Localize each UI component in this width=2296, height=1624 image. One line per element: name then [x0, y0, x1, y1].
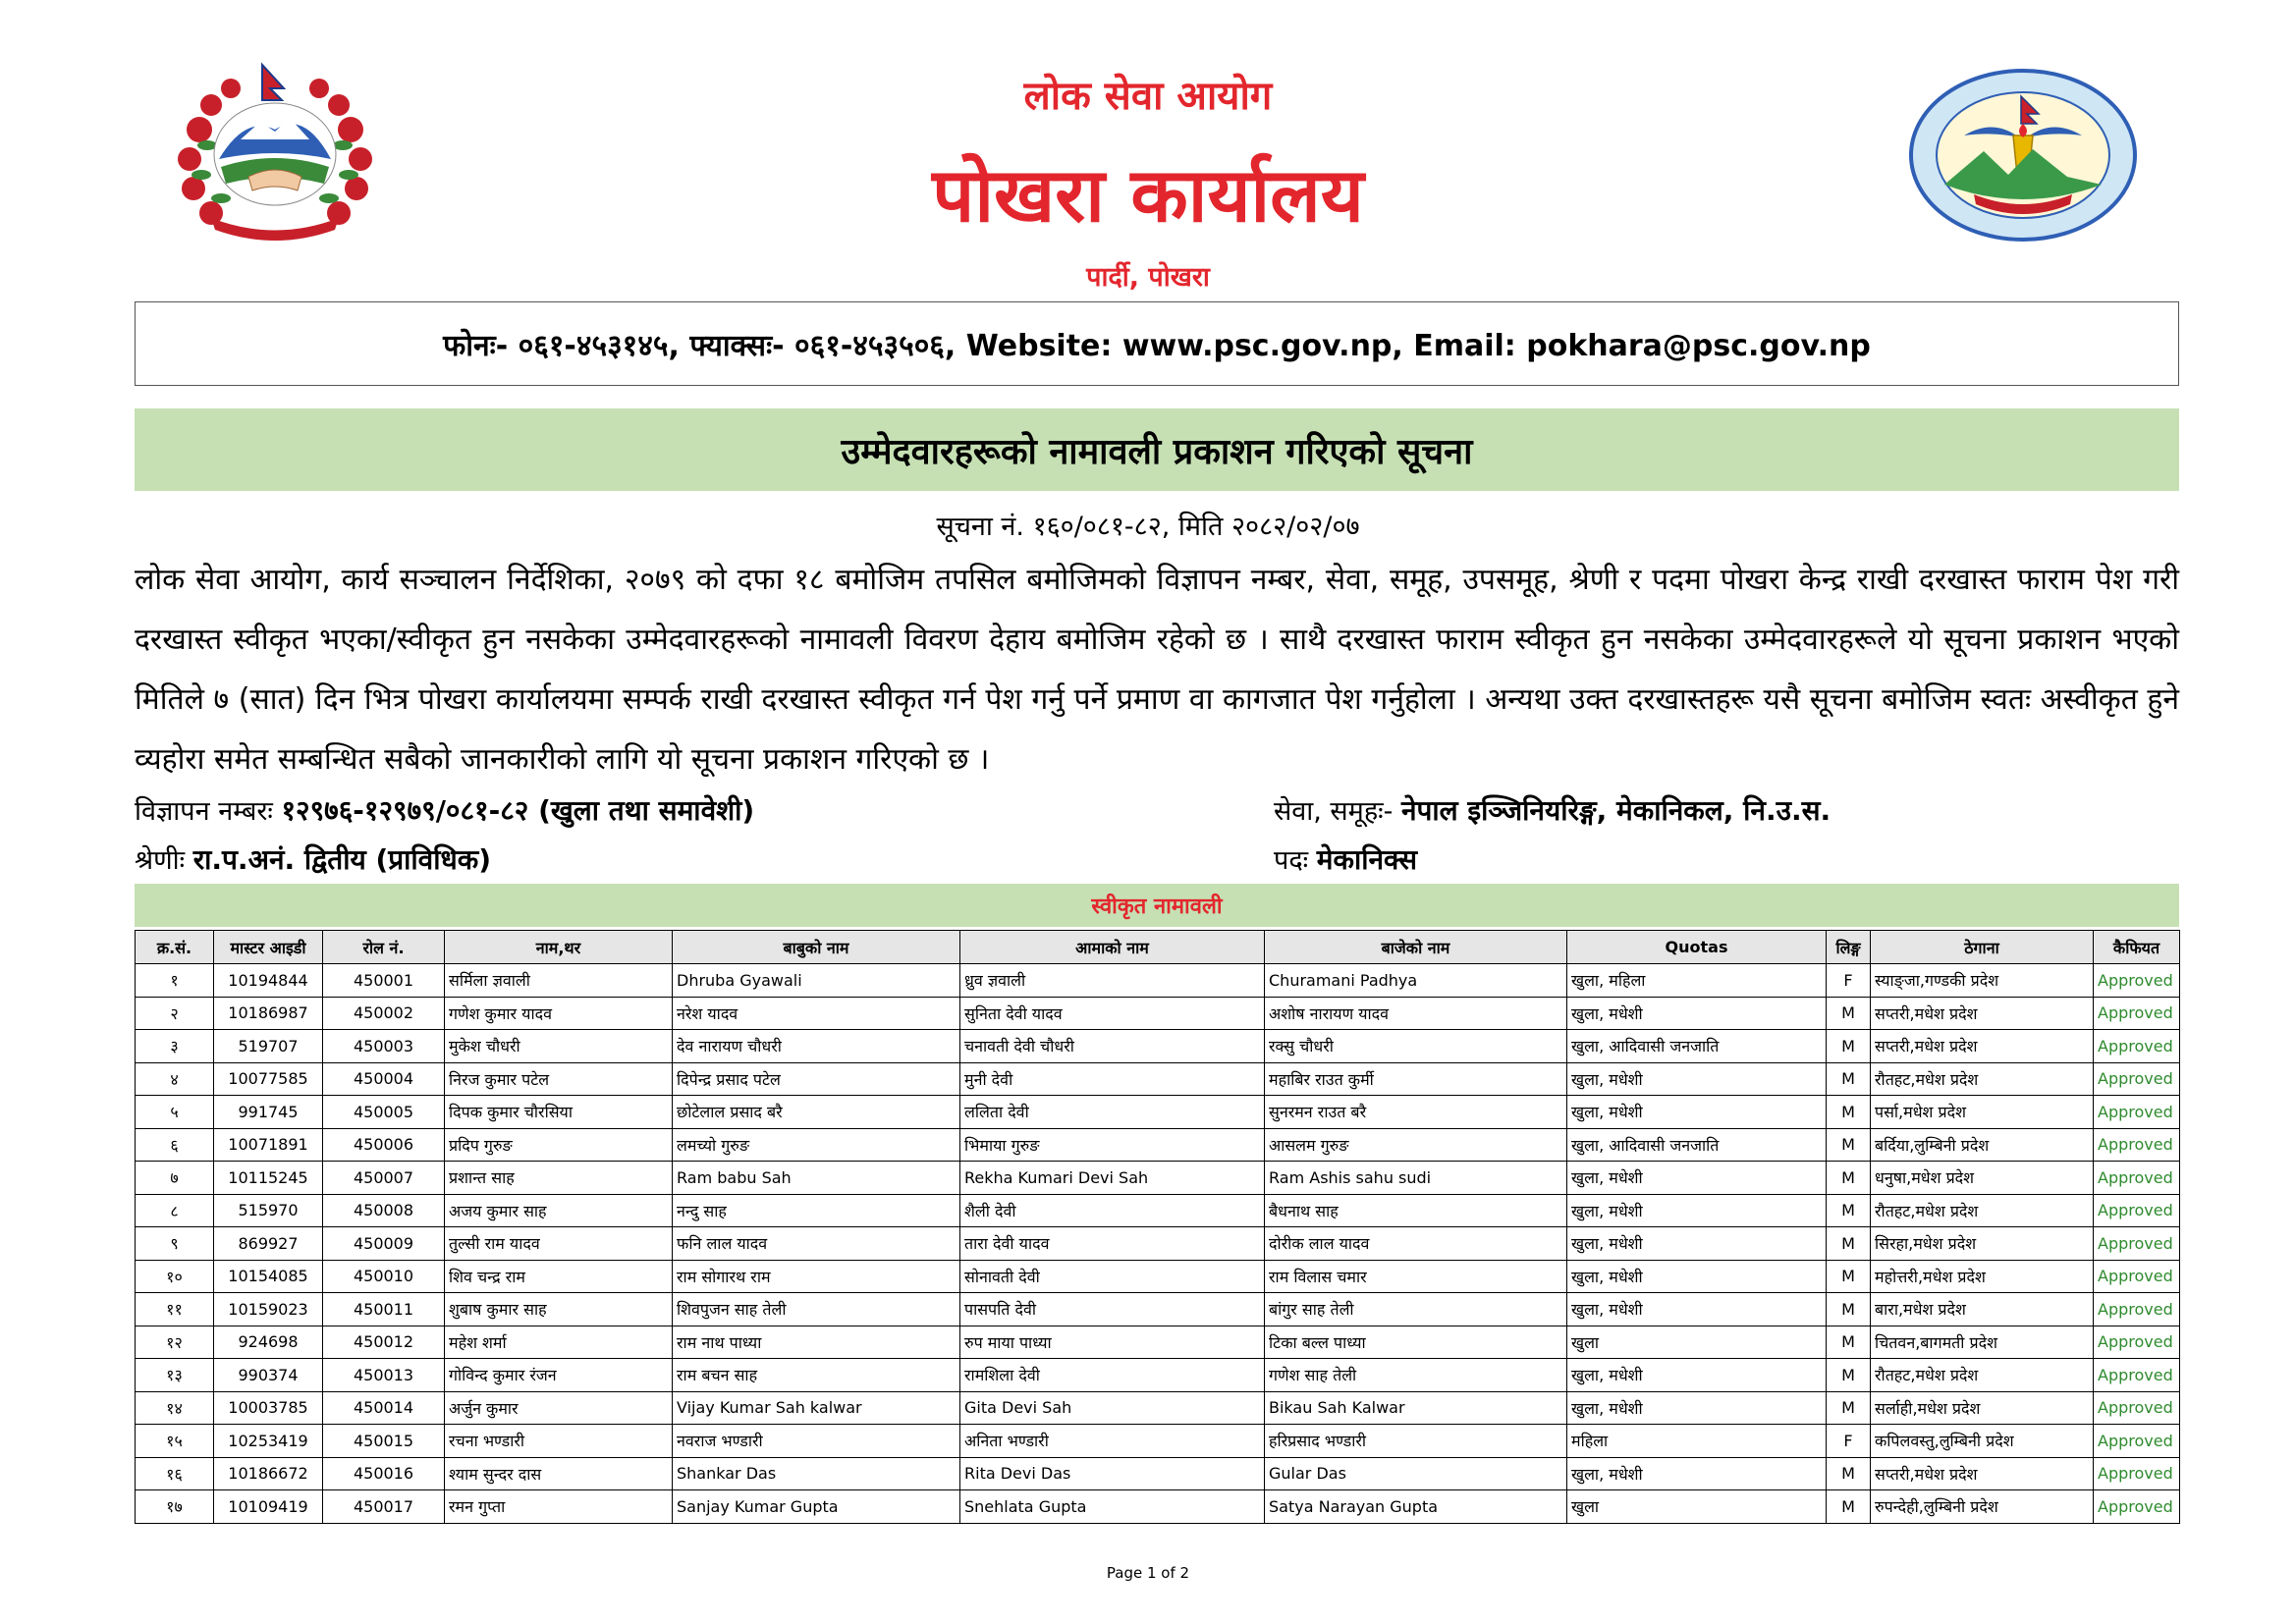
cell-mother: ललिता देवी	[960, 1096, 1265, 1129]
notice-number: सूचना नं. १६०/०८१-८२, मिति २०८२/०२/०७	[936, 512, 1360, 542]
cell-serial: १६	[136, 1457, 214, 1490]
cell-quota: खुला, मधेशी	[1567, 1096, 1827, 1129]
table-row	[136, 1326, 2180, 1359]
cell-address: रौतहट,मधेश प्रदेश	[1871, 1062, 2094, 1096]
cell-grandfather: Bikau Sah Kalwar	[1265, 1391, 1567, 1425]
cell-grandfather: बांगुर साह तेली	[1265, 1293, 1567, 1326]
candidate-table	[135, 930, 2180, 1524]
cell-master-id: 10109419	[214, 1490, 323, 1524]
cell-mother: Rita Devi Das	[960, 1457, 1265, 1490]
cell-master-id: 10194844	[214, 964, 323, 998]
cell-name: दिपक कुमार चौरसिया	[445, 1096, 673, 1129]
cell-roll-no: 450007	[323, 1162, 445, 1195]
cell-mother: रामशिला देवी	[960, 1359, 1265, 1392]
cell-serial: १०	[136, 1260, 214, 1293]
cell-name: गोविन्द कुमार रंजन	[445, 1359, 673, 1392]
cell-master-id: 10115245	[214, 1162, 323, 1195]
cell-address: रौतहट,मधेश प्रदेश	[1871, 1359, 2094, 1392]
office-name: पोखरा कार्यालय	[932, 151, 1364, 239]
cell-grandfather: Churamani Padhya	[1265, 964, 1567, 998]
cell-remarks: Approved	[2094, 1030, 2180, 1063]
cell-roll-no: 450014	[323, 1391, 445, 1425]
cell-roll-no: 450002	[323, 997, 445, 1030]
office-address: पार्दी, पोखरा	[1086, 262, 1210, 293]
cell-address: महोत्तरी,मधेश प्रदेश	[1871, 1260, 2094, 1293]
cell-mother: अनिता भण्डारी	[960, 1425, 1265, 1458]
cell-master-id: 519707	[214, 1030, 323, 1063]
cell-grandfather: टिका बल्ल पाध्या	[1265, 1326, 1567, 1359]
organization-name: लोक सेवा आयोग	[1023, 74, 1273, 119]
cell-serial: ६	[136, 1128, 214, 1162]
cell-father: नरेश यादव	[673, 997, 960, 1030]
cell-serial: १२	[136, 1326, 214, 1359]
cell-roll-no: 450005	[323, 1096, 445, 1129]
cell-mother: सुनिता देवी यादव	[960, 997, 1265, 1030]
cell-remarks: Approved	[2094, 1162, 2180, 1195]
cell-grandfather: राम विलास चमार	[1265, 1260, 1567, 1293]
cell-father: फनि लाल यादव	[673, 1227, 960, 1261]
cell-address: कपिलवस्तु,लुम्बिनी प्रदेश	[1871, 1425, 2094, 1458]
notice-body: लोक सेवा आयोग, कार्य सञ्चालन निर्देशिका, २०७९ को दफा १८ बमोजिम तपसिल बमोजिमको विज्ञापन नम्बर, सेवा, समूह, उपसमूह, श्रेणी र पदमा पोखरा केन्द्र राखी दरखास्त फाराम पेश गरी दरखास्त स्वीकृत भएका/स्वीकृत हुन नसकेका उम्मेदवारहरूको नामावली विवरण देहाय बमोजिम रहेको छ । साथै दरखास्त फाराम स्वीकृत हुन नसकेका उम्मेदवारहरूले यो सूचना प्रकाशन भएको मितिले ७ (सात) दिन भित्र पोखरा कार्यालयमा सम्पर्क राखी दरखास्त स्वीकृत गर्न पेश गर्नु पर्ने प्रमाण वा कागजात पेश गर्नुहोला । अन्यथा उक्त दरखास्तहरू यसै सूचना बमोजिम स्वतः अस्वीकृत हुने व्यहोरा समेत सम्बन्धित सबैको जानकारीको लागि यो सूचना प्रकाशन गरिएको छ ।	[135, 563, 2179, 777]
cell-name: रचना भण्डारी	[445, 1425, 673, 1458]
post-label: पदः	[1274, 845, 1309, 876]
cell-remarks: Approved	[2094, 1096, 2180, 1129]
service-group	[1274, 791, 1831, 829]
cell-master-id: 991745	[214, 1096, 323, 1129]
cell-grandfather: हरिप्रसाद भण्डारी	[1265, 1425, 1567, 1458]
cell-quota: खुला, मधेशी	[1567, 1194, 1827, 1227]
cell-grandfather: Gular Das	[1265, 1457, 1567, 1490]
level-value: रा.प.अनं. द्वितीय (प्राविधिक)	[192, 843, 492, 876]
service-value: नेपाल इञ्जिनियरिङ्ग, मेकानिकल, नि.उ.स.	[1400, 794, 1831, 827]
cell-master-id: 869927	[214, 1227, 323, 1261]
table-row	[136, 1227, 2180, 1261]
advert-value: १२९७६-१२९७९/०८१-८२ (खुला तथा समावेशी)	[281, 794, 755, 827]
table-row	[136, 964, 2180, 998]
cell-roll-no: 450012	[323, 1326, 445, 1359]
cell-roll-no: 450017	[323, 1490, 445, 1524]
cell-address: सिरहा,मधेश प्रदेश	[1871, 1227, 2094, 1261]
cell-master-id: 10154085	[214, 1260, 323, 1293]
cell-serial: ४	[136, 1062, 214, 1096]
table-row	[136, 1359, 2180, 1392]
cell-father: राम सोगारथ राम	[673, 1260, 960, 1293]
cell-gender: M	[1827, 1030, 1871, 1063]
approved-list-title: स्वीकृत नामावली	[1091, 894, 1223, 919]
cell-serial: १७	[136, 1490, 214, 1524]
cell-mother: तारा देवी यादव	[960, 1227, 1265, 1261]
cell-roll-no: 450006	[323, 1128, 445, 1162]
table-row	[136, 1062, 2180, 1096]
cell-master-id: 10186672	[214, 1457, 323, 1490]
advert-label: विज्ञापन नम्बरः	[135, 796, 273, 827]
cell-father: नवराज भण्डारी	[673, 1425, 960, 1458]
cell-serial: ३	[136, 1030, 214, 1063]
advert-number	[135, 791, 754, 829]
table-row	[136, 1425, 2180, 1458]
level-label: श्रेणीः	[135, 845, 186, 876]
cell-remarks: Approved	[2094, 1260, 2180, 1293]
cell-mother: रुप माया पाध्या	[960, 1326, 1265, 1359]
cell-quota: खुला, महिला	[1567, 964, 1827, 998]
cell-father: दिपेन्द्र प्रसाद पटेल	[673, 1062, 960, 1096]
cell-address: रुपन्देही,लुम्बिनी प्रदेश	[1871, 1490, 2094, 1524]
cell-address: स्याङ्जा,गण्डकी प्रदेश	[1871, 964, 2094, 998]
cell-gender: M	[1827, 1260, 1871, 1293]
cell-name: प्रदिप गुरुङ	[445, 1128, 673, 1162]
cell-gender: M	[1827, 1096, 1871, 1129]
cell-gender: M	[1827, 1194, 1871, 1227]
level	[135, 840, 491, 878]
cell-serial: १४	[136, 1391, 214, 1425]
cell-mother: पासपति देवी	[960, 1293, 1265, 1326]
cell-remarks: Approved	[2094, 964, 2180, 998]
col-header-quotas: Quotas	[1567, 931, 1827, 964]
cell-roll-no: 450001	[323, 964, 445, 998]
cell-address: सप्तरी,मधेश प्रदेश	[1871, 997, 2094, 1030]
cell-serial: १	[136, 964, 214, 998]
table-row	[136, 1030, 2180, 1063]
cell-gender: M	[1827, 1062, 1871, 1096]
cell-name: श्याम सुन्दर दास	[445, 1457, 673, 1490]
cell-master-id: 515970	[214, 1194, 323, 1227]
cell-remarks: Approved	[2094, 1227, 2180, 1261]
table-row	[136, 1490, 2180, 1524]
cell-mother: Gita Devi Sah	[960, 1391, 1265, 1425]
table-row	[136, 1162, 2180, 1195]
cell-mother: शैली देवी	[960, 1194, 1265, 1227]
cell-serial: १३	[136, 1359, 214, 1392]
cell-mother: Rekha Kumari Devi Sah	[960, 1162, 1265, 1195]
cell-serial: ९	[136, 1227, 214, 1261]
contact-info: फोनः- ०६१-४५३१४५, फ्याक्सः- ०६१-४५३५०६, Website: www.psc.gov.np, Email: pokhara@psc.gov.np	[443, 328, 1871, 363]
cell-grandfather: रक्सु चौधरी	[1265, 1030, 1567, 1063]
cell-address: चितवन,बागमती प्रदेश	[1871, 1326, 2094, 1359]
table-body	[136, 964, 2180, 1524]
cell-gender: M	[1827, 1490, 1871, 1524]
cell-mother: ध्रुव ज्ञवाली	[960, 964, 1265, 998]
cell-remarks: Approved	[2094, 1062, 2180, 1096]
cell-quota: खुला	[1567, 1326, 1827, 1359]
cell-father: Dhruba Gyawali	[673, 964, 960, 998]
col-header-grandfather: बाजेको नाम	[1265, 931, 1567, 964]
cell-gender: M	[1827, 1457, 1871, 1490]
cell-father: नन्दु साह	[673, 1194, 960, 1227]
cell-roll-no: 450009	[323, 1227, 445, 1261]
col-header-name: नाम,थर	[445, 931, 673, 964]
cell-address: रौतहट,मधेश प्रदेश	[1871, 1194, 2094, 1227]
cell-gender: M	[1827, 1293, 1871, 1326]
cell-serial: ८	[136, 1194, 214, 1227]
cell-master-id: 924698	[214, 1326, 323, 1359]
cell-gender: F	[1827, 964, 1871, 998]
cell-quota: खुला, मधेशी	[1567, 1260, 1827, 1293]
cell-quota: खुला, मधेशी	[1567, 1391, 1827, 1425]
cell-address: धनुषा,मधेश प्रदेश	[1871, 1162, 2094, 1195]
table-row	[136, 1293, 2180, 1326]
col-header-serial: क्र.सं.	[136, 931, 214, 964]
cell-grandfather: सुनरमन राउत बरै	[1265, 1096, 1567, 1129]
cell-father: देव नारायण चौधरी	[673, 1030, 960, 1063]
cell-roll-no: 450004	[323, 1062, 445, 1096]
cell-father: Vijay Kumar Sah kalwar	[673, 1391, 960, 1425]
cell-grandfather: गणेश साह तेली	[1265, 1359, 1567, 1392]
cell-name: तुल्सी राम यादव	[445, 1227, 673, 1261]
cell-quota: खुला, मधेशी	[1567, 1227, 1827, 1261]
cell-name: शिव चन्द्र राम	[445, 1260, 673, 1293]
cell-quota: खुला, मधेशी	[1567, 1457, 1827, 1490]
cell-father: राम नाथ पाध्या	[673, 1326, 960, 1359]
cell-master-id: 10159023	[214, 1293, 323, 1326]
cell-name: गणेश कुमार यादव	[445, 997, 673, 1030]
table-row	[136, 1096, 2180, 1129]
cell-name: निरज कुमार पटेल	[445, 1062, 673, 1096]
cell-address: सप्तरी,मधेश प्रदेश	[1871, 1457, 2094, 1490]
cell-roll-no: 450015	[323, 1425, 445, 1458]
cell-gender: M	[1827, 1227, 1871, 1261]
cell-remarks: Approved	[2094, 1194, 2180, 1227]
cell-gender: M	[1827, 997, 1871, 1030]
cell-remarks: Approved	[2094, 1457, 2180, 1490]
cell-address: बर्दिया,लुम्बिनी प्रदेश	[1871, 1128, 2094, 1162]
cell-father: शिवपुजन साह तेली	[673, 1293, 960, 1326]
table-row	[136, 1128, 2180, 1162]
cell-name: प्रशान्त साह	[445, 1162, 673, 1195]
cell-remarks: Approved	[2094, 1326, 2180, 1359]
post-value: मेकानिक्स	[1316, 843, 1418, 876]
cell-quota: खुला, मधेशी	[1567, 1162, 1827, 1195]
cell-name: मुकेश चौधरी	[445, 1030, 673, 1063]
cell-remarks: Approved	[2094, 1293, 2180, 1326]
cell-remarks: Approved	[2094, 1128, 2180, 1162]
cell-roll-no: 450010	[323, 1260, 445, 1293]
notice-title: उम्मेदवारहरूको नामावली प्रकाशन गरिएको सूचना	[841, 431, 1473, 472]
cell-mother: Snehlata Gupta	[960, 1490, 1265, 1524]
cell-gender: M	[1827, 1359, 1871, 1392]
cell-father: लमच्यो गुरुङ	[673, 1128, 960, 1162]
cell-grandfather: Satya Narayan Gupta	[1265, 1490, 1567, 1524]
cell-roll-no: 450008	[323, 1194, 445, 1227]
post	[1274, 840, 1417, 878]
col-header-mother: आमाको नाम	[960, 931, 1265, 964]
cell-grandfather: बैधनाथ साह	[1265, 1194, 1567, 1227]
cell-name: अर्जुन कुमार	[445, 1391, 673, 1425]
service-label: सेवा, समूहः-	[1274, 796, 1394, 827]
cell-gender: M	[1827, 1391, 1871, 1425]
cell-remarks: Approved	[2094, 1425, 2180, 1458]
cell-master-id: 10186987	[214, 997, 323, 1030]
cell-name: रमन गुप्ता	[445, 1490, 673, 1524]
cell-remarks: Approved	[2094, 1391, 2180, 1425]
cell-address: सप्तरी,मधेश प्रदेश	[1871, 1030, 2094, 1063]
cell-serial: १५	[136, 1425, 214, 1458]
cell-grandfather: आसलम गुरुङ	[1265, 1128, 1567, 1162]
cell-roll-no: 450016	[323, 1457, 445, 1490]
col-header-address: ठेगाना	[1871, 931, 2094, 964]
cell-quota: खुला	[1567, 1490, 1827, 1524]
contact-box	[135, 301, 2179, 386]
cell-quota: महिला	[1567, 1425, 1827, 1458]
cell-roll-no: 450011	[323, 1293, 445, 1326]
cell-name: महेश शर्मा	[445, 1326, 673, 1359]
cell-grandfather: अशोष नारायण यादव	[1265, 997, 1567, 1030]
cell-quota: खुला, आदिवासी जनजाति	[1567, 1128, 1827, 1162]
cell-remarks: Approved	[2094, 1490, 2180, 1524]
cell-serial: ७	[136, 1162, 214, 1195]
cell-quota: खुला, मधेशी	[1567, 997, 1827, 1030]
cell-master-id: 10071891	[214, 1128, 323, 1162]
cell-grandfather: Ram Ashis sahu sudi	[1265, 1162, 1567, 1195]
cell-roll-no: 450003	[323, 1030, 445, 1063]
cell-serial: ११	[136, 1293, 214, 1326]
cell-name: सर्मिला ज्ञवाली	[445, 964, 673, 998]
table-row	[136, 1457, 2180, 1490]
cell-gender: M	[1827, 1162, 1871, 1195]
cell-address: पर्सा,मधेश प्रदेश	[1871, 1096, 2094, 1129]
cell-mother: सोनावती देवी	[960, 1260, 1265, 1293]
cell-grandfather: महाबिर राउत कुर्मी	[1265, 1062, 1567, 1096]
col-header-father: बाबुको नाम	[673, 931, 960, 964]
cell-remarks: Approved	[2094, 1359, 2180, 1392]
cell-father: Sanjay Kumar Gupta	[673, 1490, 960, 1524]
col-header-roll-no: रोल नं.	[323, 931, 445, 964]
col-header-gender: लिङ्ग	[1827, 931, 1871, 964]
cell-father: छोटेलाल प्रसाद बरै	[673, 1096, 960, 1129]
approved-list-heading	[135, 884, 2179, 927]
col-header-master-id: मास्टर आइडी	[214, 931, 323, 964]
cell-gender: M	[1827, 1128, 1871, 1162]
col-header-remarks: कैफियत	[2094, 931, 2180, 964]
table-row	[136, 997, 2180, 1030]
cell-mother: चनावती देवी चौधरी	[960, 1030, 1265, 1063]
cell-father: Shankar Das	[673, 1457, 960, 1490]
cell-quota: खुला, मधेशी	[1567, 1293, 1827, 1326]
cell-roll-no: 450013	[323, 1359, 445, 1392]
cell-master-id: 10077585	[214, 1062, 323, 1096]
cell-serial: ५	[136, 1096, 214, 1129]
cell-mother: मुनी देवी	[960, 1062, 1265, 1096]
cell-master-id: 10253419	[214, 1425, 323, 1458]
cell-address: बारा,मधेश प्रदेश	[1871, 1293, 2094, 1326]
cell-grandfather: दोरीक लाल यादव	[1265, 1227, 1567, 1261]
cell-gender: F	[1827, 1425, 1871, 1458]
cell-master-id: 990374	[214, 1359, 323, 1392]
cell-serial: २	[136, 997, 214, 1030]
table-row	[136, 1391, 2180, 1425]
cell-mother: भिमाया गुरुङ	[960, 1128, 1265, 1162]
cell-quota: खुला, मधेशी	[1567, 1062, 1827, 1096]
cell-name: अजय कुमार साह	[445, 1194, 673, 1227]
cell-father: Ram babu Sah	[673, 1162, 960, 1195]
table-row	[136, 1194, 2180, 1227]
cell-quota: खुला, आदिवासी जनजाति	[1567, 1030, 1827, 1063]
table-header-row	[136, 931, 2180, 964]
cell-gender: M	[1827, 1326, 1871, 1359]
notice-title-band	[135, 408, 2179, 491]
table-row	[136, 1260, 2180, 1293]
cell-quota: खुला, मधेशी	[1567, 1359, 1827, 1392]
cell-name: शुबाष कुमार साह	[445, 1293, 673, 1326]
page-number: Page 1 of 2	[1106, 1564, 1190, 1582]
cell-master-id: 10003785	[214, 1391, 323, 1425]
cell-remarks: Approved	[2094, 997, 2180, 1030]
cell-father: राम बचन साह	[673, 1359, 960, 1392]
cell-address: सर्लाही,मधेश प्रदेश	[1871, 1391, 2094, 1425]
